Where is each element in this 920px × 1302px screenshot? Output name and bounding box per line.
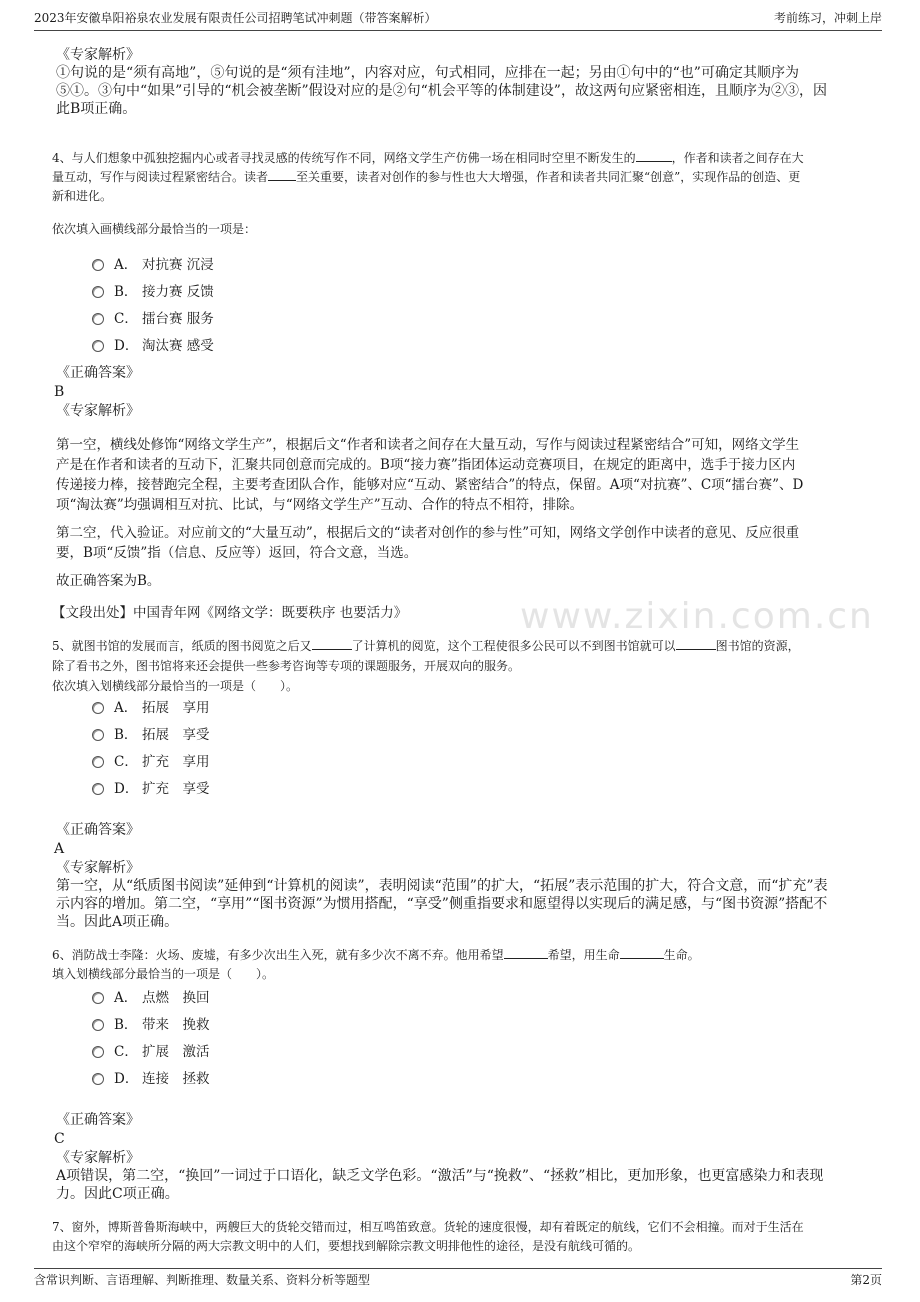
option-text: 扩展 激活 [142, 1044, 210, 1060]
watermark: www.zixin.com.cn [520, 596, 874, 637]
q4-option-b[interactable] [92, 282, 214, 302]
option-letter: C． [114, 754, 138, 770]
radio-icon[interactable] [92, 1073, 104, 1085]
q5-answer-label: 《正确答案》 [56, 822, 140, 838]
radio-icon[interactable] [92, 259, 104, 271]
q4-answer: B [54, 384, 65, 400]
option-text: 淘汰赛 感受 [142, 338, 214, 354]
footer-question-types: 含常识判断、言语理解、判断推理、数量关系、资料分析等题型 [34, 1273, 371, 1287]
answer-blank [312, 637, 352, 650]
q4-conclusion: 故正确答案为B。 [56, 573, 161, 589]
q5-option-a[interactable] [92, 698, 210, 718]
q4-source: 【文段出处】中国青年网《网络文学：既要秩序 也要活力》 [52, 605, 408, 621]
q3-analysis-line: ①句说的是“须有高地”，⑤句说的是“须有洼地”，内容对应，句式相同，应排在一起；另由①句中的“也”可确定其顺序为 [56, 65, 799, 81]
option-letter: B． [114, 284, 138, 300]
option-letter: C． [114, 311, 138, 327]
q5-analysis-line: 第一空，从“纸质图书阅读”延伸到“计算机的阅读”，表明阅读“范围”的扩大，“拓展”表示范围的扩大，符合文意，而“扩充”表 [56, 878, 828, 894]
q5-stem-line: 除了看书之外，图书馆将来还会提供一些参考咨询等专项的课题服务，开展双向的服务。 [52, 659, 521, 673]
option-text: 接力赛 反馈 [142, 284, 214, 300]
q5-stem-text: 图书馆的资源， [715, 639, 800, 653]
q5-option-d[interactable] [92, 779, 210, 799]
q4-prompt: 依次填入画横线部分最恰当的一项是： [52, 222, 257, 236]
q5-analysis-line: 当。因此A项正确。 [56, 914, 179, 930]
radio-icon[interactable] [92, 1046, 104, 1058]
q3-analysis-line: 此B项正确。 [56, 101, 137, 117]
radio-icon[interactable] [92, 313, 104, 325]
q6-option-b[interactable] [92, 1015, 210, 1035]
q4-answer-label: 《正确答案》 [56, 365, 140, 381]
header-slogan: 考前练习，冲刺上岸 [773, 11, 882, 25]
option-text: 对抗赛 沉浸 [142, 257, 214, 273]
answer-blank [636, 149, 672, 162]
option-letter: B． [114, 1017, 138, 1033]
option-text: 拓展 享用 [142, 700, 210, 716]
q4-analysis-line: 传递接力棒，接替跑完全程，主要考查团队合作，能够对应“互动、紧密结合”的特点，保留。A项“对抗赛”、C项“擂台赛”、D [56, 477, 804, 493]
q6-stem-line [52, 946, 700, 965]
option-text: 扩充 享用 [142, 754, 210, 770]
option-letter: D． [114, 1071, 139, 1087]
q6-analysis-line: 力。因此C项正确。 [56, 1186, 179, 1202]
q5-prompt: 依次填入划横线部分最恰当的一项是（ ）。 [52, 679, 299, 693]
q6-answer: C [54, 1131, 65, 1147]
q4-stem-text: 至关重要，读者对创作的参与性也大大增强，作者和读者共同汇聚“创意”，实现作品的创造、更 [296, 170, 801, 184]
option-text: 连接 拯救 [142, 1071, 210, 1087]
q5-stem-text: 了计算机的阅览，这个工程使很多公民可以不到图书馆就可以 [351, 639, 676, 653]
q4-analysis-line: 要，B项“反馈”指（信息、反应等）返回，符合文意，当选。 [56, 545, 418, 561]
q6-stem-text: 6、消防战士李隆：火场、废墟，有多少次出生入死，就有多少次不离不弃。他用希望 [52, 948, 504, 962]
q4-stem-text: ，作者和读者之间存在大 [671, 151, 804, 165]
q6-answer-label: 《正确答案》 [56, 1112, 140, 1128]
option-text: 拓展 享受 [142, 727, 210, 743]
q6-prompt: 填入划横线部分最恰当的一项是（ ）。 [52, 967, 275, 981]
option-text: 擂台赛 服务 [142, 311, 214, 327]
q7-stem-line: 由这个窄窄的海峡所分隔的两大宗教文明中的人们，要想找到解除宗教文明排他性的途径，是没有航线可循的。 [52, 1239, 641, 1253]
option-text: 点燃 换回 [142, 990, 210, 1006]
q4-option-d[interactable] [92, 336, 214, 356]
answer-blank [268, 168, 296, 181]
q4-analysis-line: 第二空，代入验证。对应前文的“大量互动”，根据后文的“读者对创作的参与性”可知，网络文学创作中读者的意见、反应很重 [56, 525, 800, 541]
q6-analysis-label: 《专家解析》 [56, 1150, 140, 1166]
option-letter: C． [114, 1044, 138, 1060]
q5-option-b[interactable] [92, 725, 210, 745]
option-letter: D． [114, 338, 139, 354]
q6-option-c[interactable] [92, 1042, 210, 1062]
answer-blank [676, 637, 716, 650]
q5-analysis-line: 示内容的增加。第二空，“享用”“图书资源”为惯用搭配，“享受”侧重指要求和愿望得以实现后的满足感，与“图书资源”搭配不 [56, 896, 828, 912]
q5-stem-line [52, 637, 800, 656]
q6-analysis-line: A项错误，第二空，“换回”一词过于口语化，缺乏文学色彩。“激活”与“挽救”、“拯救”相比，更加形象，也更富感染力和表现 [56, 1168, 824, 1184]
answer-blank [620, 946, 664, 959]
q4-analysis-line: 项“淘汰赛”均强调相互对抗、比试，与“网络文学生产”互动、合作的特点不相符，排除。 [56, 497, 584, 513]
q6-stem-text: 生命。 [663, 948, 700, 962]
radio-icon[interactable] [92, 340, 104, 352]
q4-stem-line [52, 168, 800, 187]
option-text: 扩充 享受 [142, 781, 210, 797]
q3-analysis-line: ⑤①。③句中“如果”引导的“机会被垄断”假设对应的是②句“机会平等的体制建设”，故这两句应紧密相连，且顺序为②③，因 [56, 83, 827, 99]
q6-option-d[interactable] [92, 1069, 210, 1089]
radio-icon[interactable] [92, 729, 104, 741]
q4-stem-text: 量互动，写作与阅读过程紧密结合。读者 [52, 170, 269, 184]
q4-stem-line [52, 149, 804, 168]
q4-analysis-line: 第一空，横线处修饰“网络文学生产”，根据后文“作者和读者之间存在大量互动，写作与阅读过程紧密结合”可知，网络文学生 [56, 437, 800, 453]
q5-option-c[interactable] [92, 752, 210, 772]
option-letter: B． [114, 727, 138, 743]
option-letter: A． [114, 700, 138, 716]
q4-stem-text: 4、与人们想象中孤独挖掘内心或者寻找灵感的传统写作不同，网络文学生产仿佛一场在相同时空里不断发生的 [52, 151, 636, 165]
q6-stem-text: 希望，用生命 [547, 948, 620, 962]
radio-icon[interactable] [92, 286, 104, 298]
option-letter: A． [114, 990, 138, 1006]
page-number: 第2页 [850, 1273, 882, 1287]
q5-stem-text: 5、就图书馆的发展而言，纸质的图书阅览之后又 [52, 639, 312, 653]
radio-icon[interactable] [92, 992, 104, 1004]
option-letter: D． [114, 781, 139, 797]
q4-stem-line: 新和进化。 [52, 189, 113, 203]
q3-analysis-label: 《专家解析》 [56, 47, 140, 63]
document-title: 2023年安徽阜阳裕泉农业发展有限责任公司招聘笔试冲刺题（带答案解析） [34, 11, 437, 25]
q5-analysis-label: 《专家解析》 [56, 860, 140, 876]
q4-analysis-line: 产是在作者和读者的互动下，汇聚共同创意而完成的。B项“接力赛”指团体运动竞赛项目，在规定的距离中，选手于接力区内 [56, 457, 796, 473]
q7-stem-line: 7、窗外，博斯普鲁斯海峡中，两艘巨大的货轮交错而过，相互鸣笛致意。货轮的速度很慢，却有着既定的航线，它们不会相撞。而对于生活在 [52, 1220, 804, 1234]
radio-icon[interactable] [92, 783, 104, 795]
q5-answer: A [54, 841, 65, 857]
option-letter: A． [114, 257, 138, 273]
option-text: 带来 挽救 [142, 1017, 210, 1033]
q4-option-c[interactable] [92, 309, 214, 329]
radio-icon[interactable] [92, 1019, 104, 1031]
q6-option-a[interactable] [92, 988, 210, 1008]
q4-option-a[interactable] [92, 255, 214, 275]
q4-analysis-label: 《专家解析》 [56, 403, 140, 419]
radio-icon[interactable] [92, 756, 104, 768]
answer-blank [504, 946, 548, 959]
radio-icon[interactable] [92, 702, 104, 714]
